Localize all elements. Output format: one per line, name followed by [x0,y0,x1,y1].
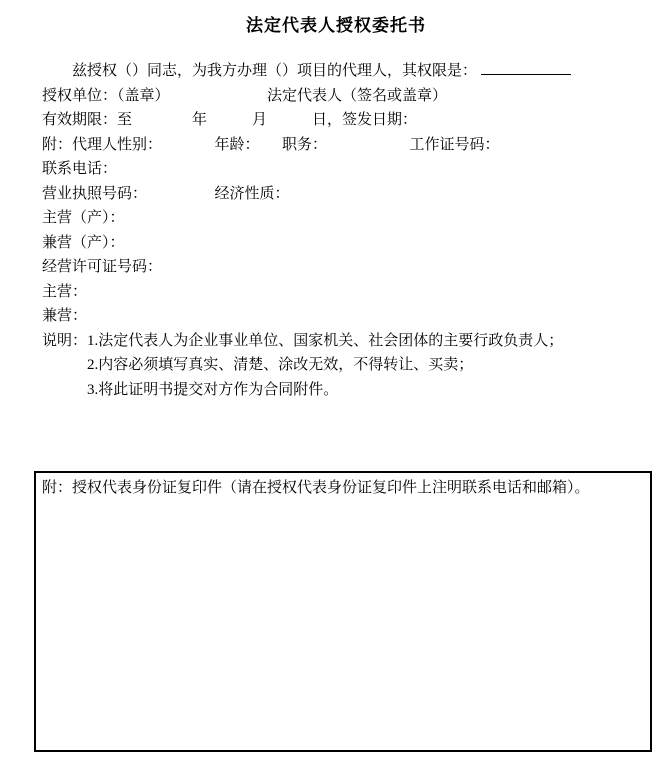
document-title: 法定代表人授权委托书 [246,16,426,35]
attachment-box [34,471,652,752]
field-line-agent-details: 附：代理人性别： 年龄： 职务： 工作证号码： [42,136,500,153]
field-line-authorizing-unit: 授权单位：（盖章） 法定代表人（签名或盖章） [42,87,448,104]
authority-blank-line [481,60,571,75]
field-line-side-business: 兼营： [42,308,88,324]
field-line-side-products: 兼营（产）： [42,234,125,251]
document-body [42,59,652,402]
field-line-main-business: 主营： [42,283,88,300]
attachment-note-text: 附：授权代表身份证复印件（请在授权代表身份证复印件上注明联系电话和邮箱）。 [42,480,590,496]
intro-line [42,59,652,84]
field-line-business-license: 营业执照号码： 经济性质： [42,185,290,202]
field-line-operating-permit: 经营许可证号码： [42,259,163,275]
intro-text: 兹授权（）同志，为我方办理（）项目的代理人，其权限是： [42,63,478,79]
note-item-3: 3.将此证明书提交对方作为合同附件。 [87,381,339,398]
notes-section [42,329,652,403]
field-line-validity-period: 有效期限：至 年 月 日，签发日期： [42,112,418,128]
notes-items [87,329,652,403]
notes-label: 说明： [42,332,88,349]
field-line-main-products: 主营（产）： [42,210,125,226]
note-item-1: 1.法定代表人为企业事业单位、国家机关、社会团体的主要行政负责人； [87,332,564,349]
field-line-contact-phone: 联系电话： [42,161,118,177]
note-item-2: 2.内容必须填写真实、清楚、涂改无效，不得转让、买卖； [87,357,474,373]
